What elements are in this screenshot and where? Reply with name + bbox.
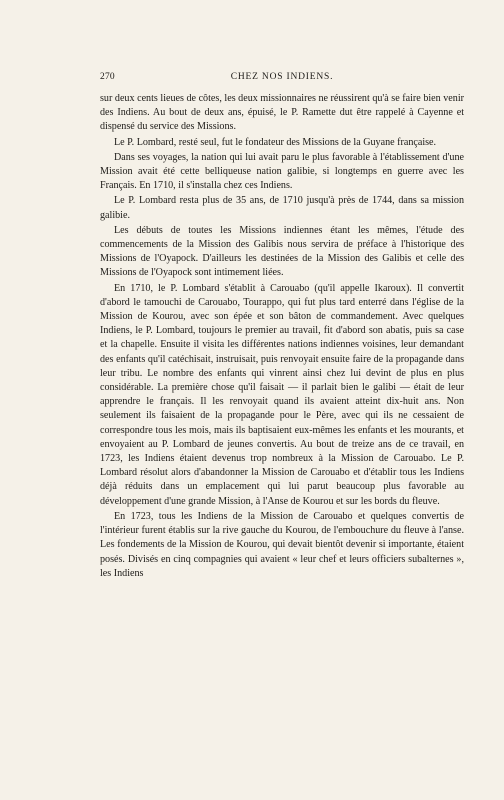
paragraph-continuation: sur deux cents lieues de côtes, les deux missionnaires ne réussirent qu'à se faire bien venir des Indiens. Au bout de deux ans, épuisé, le P. Ramette dut être rappelé à Cayenne et dispensé du service des Missions.	[100, 93, 464, 133]
body-text	[100, 92, 464, 582]
page-header	[100, 72, 464, 86]
paragraph: Les débuts de toutes les Missions indiennes étant les mêmes, l'étude des commencements de la Mission des Galibis nous servira de préface à l'historique des Missions de l'Oyapock. D'ailleurs les destinées de la Mission des Galibis et celle des Missions de l'Oyapock sont intimement liées.	[100, 224, 464, 279]
page-number: 270	[100, 72, 115, 82]
paragraph: Le P. Lombard, resté seul, fut le fondateur des Missions de la Guyane française.	[114, 136, 437, 148]
paragraph: En 1723, tous les Indiens de la Mission de Carouabo et quelques convertis de l'intérieur furent établis sur la rive gauche du Kourou, de l'embouchure du fleuve à l'anse. Les fondements de la Mission de Kourou, qui devait bientôt devenir si importante, étaient posés. Divisés en cinq compagnies qui avaient « leur chef et leurs officiers subalternes », les Indiens	[100, 510, 464, 579]
paragraph: Dans ses voyages, la nation qui lui avait paru le plus favorable à l'établissement d'une Mission avait été cette belliqueuse nation galibie, si longtemps en guerre avec les Français. En 1710, il s'installa chez ces Indiens.	[100, 151, 464, 192]
running-head: CHEZ NOS INDIENS.	[230, 72, 334, 82]
paragraph: Le P. Lombard resta plus de 35 ans, de 1710 jusqu'à près de 1744, dans sa mission galibie.	[100, 195, 464, 221]
paragraph: En 1710, le P. Lombard s'établit à Carouabo (qu'il appelle Ikaroux). Il convertit d'abord le tamouchi de Carouabo, Tourappo, qui fut plus tard enterré dans l'église de la Mission de Kourou, avec son épée et son bâton de commandement. Avec quelques Indiens, le P. Lombard, toujours le premier au travail, fit d'abord son abatis, puis sa case et la chapelle. Ensuite il visita les différentes nations indiennes voisines, leur demandant des enfants qu'il catéchisait, instruisait, puis renvoyait ensuite faire de la propagande dans leur tribu. Le nombre des enfants qui vinrent ainsi chez lui devint de plus en plus considérable. La première chose qu'il faisait — il parlait bien le galibi — était de leur apprendre le français. Il les renvoyait quand ils avaient atteint dix-huit ans. Non seulement ils faisaient de la propagande pour le Père, avec qui ils ne cessaient de correspondre tous les mois, mais ils baptisaient eux-mêmes les enfants et les mourants, et envoyaient au P. Lombard de jeunes convertis. Au bout de treize ans de ce travail, en 1723, les Indiens étaient devenus trop nombreux à la Mission de Carouabo. Le P. Lombard résolut alors d'abandonner la Mission de Carouabo et d'établir tous les Indiens déjà réduits dans un emplacement qui lui parut beaucoup plus favorable au développement d'une grande Mission, à l'Anse de Kourou et sur les bords du fleuve.	[100, 282, 464, 507]
